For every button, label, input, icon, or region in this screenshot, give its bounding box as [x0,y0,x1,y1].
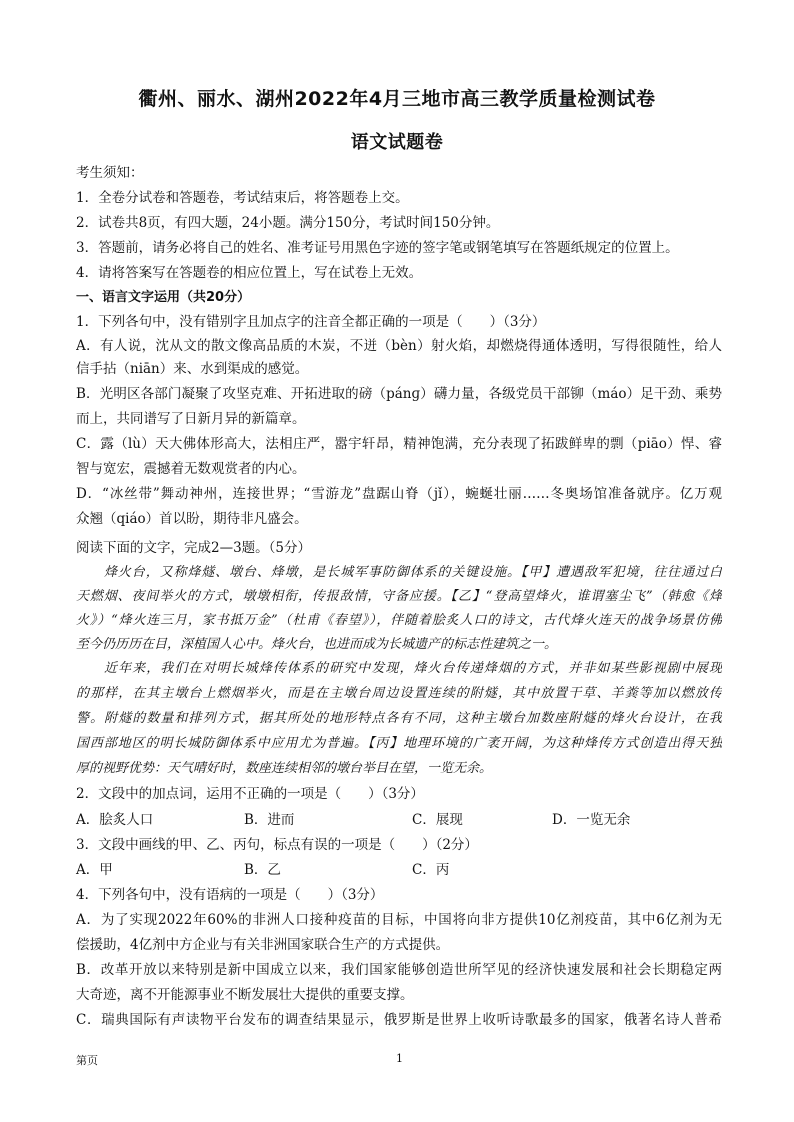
notice-item: 3．答题前，请务必将自己的姓名、准考证号用黑色字迹的签字笔或钢笔填写在答题纸规定的位置上。 [76,240,679,256]
question-3-stem: 3．文段中画线的甲、乙、丙句，标点有误的一项是（ ）（2分） [76,837,478,853]
reading-p2-line: 的那样，在其主墩台上燃烟举火，而是在主墩台周边设置连续的附燧，其中放置干草、羊粪等加以燃放传 [76,686,722,701]
question-1-option-b: B．光明区各部门凝聚了攻坚克难、开拓进取的磅（pánɡ）礴力量，各级党员干部铆（máo）足干劲、乘势 [76,386,722,402]
question-4-option-b: B．改革开放以来特别是新中国成立以来，我们国家能够创造世所罕见的经济快速发展和社会长期稳定两 [76,962,722,978]
notice-heading: 考生须知： [76,165,144,181]
notice-item: 1．全卷分试卷和答题卷，考试结束后，将答题卷上交。 [76,190,409,206]
question-1-option-a: A．有人说，沈从文的散文像高品质的木炭，不迸（bèn）射火焰，却燃烧得通体透明，写得很随性，给人 [76,338,722,354]
footer-page-number: 1 [396,1052,403,1065]
reading-p1-line: 烽火台，又称烽燧、墩台、烽墩，是长城军事防御体系的关键设施。【甲】遭遇敌军犯境，往往通过白 [104,565,722,580]
question-3-option-c: C．丙 [412,862,450,878]
section-heading: 一、语言文字运用（共20分） [76,290,251,305]
question-4-option-a-cont: 偿援助，4亿剂中方企业与有关非洲国家联合生产的方式提供。 [76,937,450,953]
question-1-option-b-cont: 而上，共同谱写了日新月异的新篇章。 [76,411,306,427]
question-1-option-d-cont: 众翘（qiáo）首以盼，期待非凡盛会。 [76,511,308,527]
question-2-option-a: A．脍炙人口 [76,812,154,828]
question-1-option-d: D．“冰丝带”舞动神州，连接世界；“雪游龙”盘踞山脊（jǐ），蜿蜒壮丽……冬奥场馆准备就序。亿万观 [76,486,722,502]
notice-item: 4．请将答案写在答题卷的相应位置上，写在试卷上无效。 [76,265,423,281]
question-2-option-c: C．展现 [412,812,463,828]
reading-intro: 阅读下面的文字，完成2—3题。（5分） [76,540,312,556]
exam-title: 衢州、丽水、湖州2022年4月三地市高三教学质量检测试卷 [138,88,656,110]
reading-p1-line: 至今仍历历在目，深植国人心中。烽火台，也进而成为长城遗产的标志性建筑之一。 [76,637,558,652]
reading-p2-line: 近年来，我们在对明长城烽传体系的研究中发现，烽火台传递烽烟的方式，并非如某些影视剧中展现 [104,661,722,676]
question-1-option-c-cont: 智与宽宏，震撼着无数观赏者的内心。 [76,461,306,477]
question-4-option-c: C．瑞典国际有声读物平台发布的调查结果显示，俄罗斯是世界上收听诗歌最多的国家，俄著名诗人普希 [76,1012,722,1028]
question-1-stem: 1．下列各句中，没有错别字且加点字的注音全都正确的一项是（ ）（3分） [76,314,546,330]
question-2-option-d: D．一览无余 [552,812,631,828]
reading-p1-line: 天燃烟、夜间举火的方式，墩墩相衔，传报敌情，守备应援。【乙】“登高望烽火，谁谓塞尘飞”（韩愈《烽 [76,589,722,604]
question-2-stem: 2．文段中的加点词，运用不正确的一项是（ ）（3分） [76,786,424,802]
reading-p2-line: 厚的视野优势：天气晴好时，数座连续相邻的墩台举目在望，一览无余。 [76,761,493,776]
question-4-stem: 4．下列各句中，没有语病的一项是（ ）（3分） [76,887,384,903]
footer-page-label: 第页 [76,1054,98,1067]
question-1-option-a-cont: 信手拈（niān）来、水到渠成的感觉。 [76,361,309,377]
question-3-option-a: A．甲 [76,862,113,878]
reading-p2-line: 警。附燧的数量和排列方式，据其所处的地形特点各有不同，这种主墩台加数座附燧的烽火台设计，在我 [76,711,722,726]
reading-p2-line: 国西部地区的明长城防御体系中应用尤为普遍。【丙】地理环境的广袤开阔，为这种烽传方式创造出得天独 [76,736,722,751]
exam-subtitle: 语文试题卷 [350,132,444,153]
notice-item: 2．试卷共8页，有四大题，24小题。满分150分，考试时间150分钟。 [76,215,500,231]
question-2-option-b: B．进而 [244,812,295,828]
question-4-option-a: A．为了实现2022年60%的非洲人口接种疫苗的目标，中国将向非方提供10亿剂疫苗，其中6亿剂为无 [76,912,722,928]
reading-p1-line: 火》）“烽火连三月，家书抵万金”（杜甫《春望》），伴随着脍炙人口的诗文，古代烽火连天的战争场景仿佛 [76,613,722,628]
question-1-option-c: C．露（lù）天大佛体形高大，法相庄严，嚣宇轩昂，精神饱满，充分表现了拓跋鲜卑的剽（piāo）悍、睿 [76,436,722,452]
question-3-option-b: B．乙 [244,862,281,878]
question-4-option-b-cont: 大奇迹，离不开能源事业不断发展壮大提供的重要支撑。 [76,987,414,1003]
